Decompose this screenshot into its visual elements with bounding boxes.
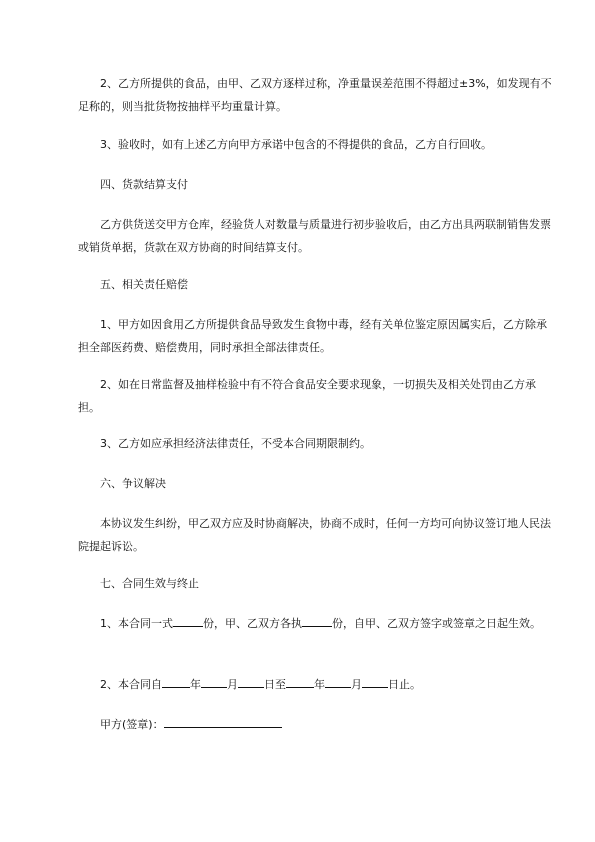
effect-clause-1-part-b: 份，甲、乙双方各执 [203, 617, 302, 630]
end-month-label: 月 [351, 678, 362, 691]
effect-clause-1 [78, 612, 553, 635]
party-a-signature-line [78, 713, 553, 736]
payment-paragraph: 乙方供货送交甲方仓库，经验货人对数量与质量进行初步验收后，由乙方出具两联制销售发票或销货单据，货款在双方协商的时间结算支付。 [78, 218, 551, 254]
end-year-label: 年 [314, 678, 325, 691]
clause-2-weighing: 2、乙方所提供的食品，由甲、乙双方逐样过称，净重量误差范围不得超过±3%，如发现有不足称的，则当批货物按抽样平均重量计算。 [78, 77, 552, 113]
effect-clause-1-part-c: 份，自甲、乙双方签字或签章之日起生效。 [332, 617, 541, 630]
section-7-heading: 七、合同生效与终止 [100, 577, 199, 590]
section-6-heading: 六、争议解决 [100, 477, 166, 490]
start-month-blank[interactable] [201, 675, 227, 688]
dispute-paragraph: 本协议发生纠纷，甲乙双方应及时协商解决，协商不成时，任何一方均可向协议签订地人民法院提起诉讼。 [78, 517, 551, 553]
party-a-signature-label: 甲方(签章)： [100, 718, 164, 731]
end-month-blank[interactable] [325, 675, 351, 688]
month-label: 月 [227, 678, 238, 691]
end-year-blank[interactable] [286, 675, 314, 688]
liability-clause-2: 2、如在日常监督及抽样检验中有不符合食品安全要求现象，一切损失及相关处罚由乙方承担。 [78, 378, 536, 414]
liability-clause-3: 3、乙方如应承担经济法律责任，不受本合同期限制约。 [100, 437, 371, 450]
end-day-blank[interactable] [362, 675, 388, 688]
effect-clause-1-part-a: 1、本合同一式 [100, 617, 173, 630]
year-label: 年 [190, 678, 201, 691]
clause-3-acceptance: 3、验收时，如有上述乙方向甲方承诺中包含的不得提供的食品，乙方自行回收。 [100, 138, 492, 151]
section-4-heading: 四、货款结算支付 [100, 178, 188, 191]
copies-blank[interactable] [173, 614, 203, 627]
liability-clause-1: 1、甲方如因食用乙方所提供食品导致发生食物中毒，经有关单位鉴定原因属实后，乙方除承担全部医药费、赔偿费用，同时承担全部法律责任。 [78, 318, 547, 354]
day-to-label: 日至 [264, 678, 286, 691]
copies-each-blank[interactable] [302, 614, 332, 627]
party-a-signature-blank[interactable] [164, 715, 282, 728]
section-5-heading: 五、相关责任赔偿 [100, 278, 188, 291]
start-year-blank[interactable] [162, 675, 190, 688]
start-day-blank[interactable] [238, 675, 264, 688]
term-part-start: 2、本合同自 [100, 678, 162, 691]
effect-clause-2 [78, 673, 553, 696]
end-day-label: 日止。 [388, 678, 421, 691]
